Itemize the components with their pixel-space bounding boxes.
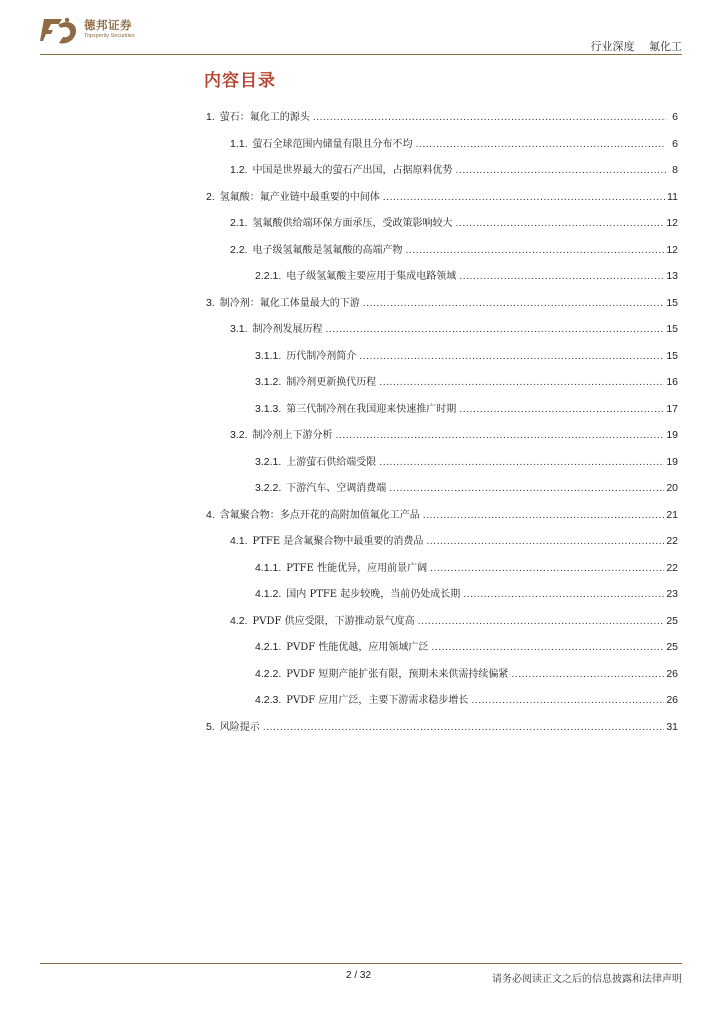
toc-dot-leader <box>471 694 664 706</box>
toc-entry-page: 19 <box>666 455 678 468</box>
toc-entry-page: 15 <box>666 296 678 309</box>
toc-entry-number: 2.2. <box>230 243 248 256</box>
toc-entry[interactable] <box>255 479 678 495</box>
toc-entry-title: PTFE 性能优异，应用前景广阔 <box>286 562 428 574</box>
toc-entry-page: 8 <box>672 164 678 176</box>
toc-dot-leader <box>456 164 666 176</box>
toc-entry-number: 4.2.1. <box>255 641 282 653</box>
report-type: 行业深度 <box>590 40 635 53</box>
toc-entry-title: 第三代制冷剂在我国迎来快速推广时期 <box>286 403 457 415</box>
toc-entry[interactable] <box>206 188 678 204</box>
toc-entry-page: 20 <box>666 482 678 494</box>
toc-entry-number: 1.2. <box>230 164 248 176</box>
toc-entry-title: 制冷剂发展历程 <box>252 324 323 335</box>
toc-entry-number: 3.2.2. <box>255 482 282 494</box>
toc-entry-page: 31 <box>666 720 678 733</box>
toc-entry-page: 25 <box>666 641 678 653</box>
brand-mark-icon <box>40 15 80 47</box>
toc-entry[interactable] <box>255 638 678 654</box>
toc-entry-title: PVDF 短期产能扩张有限，预期未来供需持续偏紧 <box>286 668 509 680</box>
toc-entry-number: 1. <box>206 111 215 123</box>
toc-entry-number: 3.2.1. <box>255 455 282 468</box>
toc-entry-title: 电子级氢氟酸主要应用于集成电路领域 <box>286 271 457 282</box>
toc-entry-number: 3.2. <box>230 429 248 441</box>
toc-dot-leader <box>423 509 665 521</box>
page-number: 2 / 32 <box>346 970 372 981</box>
footer-divider <box>40 963 682 964</box>
toc-entry-number: 3.1.1. <box>255 349 282 362</box>
toc-entry[interactable] <box>230 214 678 230</box>
toc-entry-title: 风险提示 <box>219 721 260 733</box>
toc-dot-leader <box>379 376 664 388</box>
toc-dot-leader <box>363 297 665 309</box>
toc-entry[interactable] <box>255 267 678 283</box>
toc-entry-title: 电子级氢氟酸是氢氟酸的高端产物 <box>252 244 403 256</box>
toc-entry[interactable] <box>255 347 678 363</box>
toc-entry-title: 下游汽车、空调消费端 <box>286 483 387 494</box>
toc-entry-title: 中国是世界最大的萤石产出国，占据原料优势 <box>252 165 453 176</box>
toc-dot-leader <box>431 641 664 653</box>
toc-entry-title: 制冷剂上下游分析 <box>252 430 333 441</box>
toc-entry-page: 15 <box>666 349 678 362</box>
toc-entry-title: 国内 PTFE 起步较晚，当前仍处成长期 <box>286 589 461 600</box>
toc-entry-title: 制冷剂：氟化工体量最大的下游 <box>219 297 360 309</box>
toc-entry-number: 4.1. <box>230 535 248 547</box>
toc-entry-page: 15 <box>666 323 678 335</box>
toc-entry-title: PTFE 是含氟聚合物中最重要的消费品 <box>252 536 424 547</box>
toc-entry-number: 4.1.2. <box>255 588 282 600</box>
header-report-info <box>591 38 683 54</box>
toc-dot-leader <box>511 668 664 680</box>
toc-entry-number: 5. <box>206 720 215 733</box>
toc-entry-number: 3.1.3. <box>255 402 282 415</box>
toc-entry-page: 22 <box>666 535 678 547</box>
toc-entry-number: 3. <box>206 296 215 309</box>
toc-entry-title: 历代制冷剂简介 <box>286 350 357 362</box>
toc-entry[interactable] <box>230 241 678 257</box>
toc-entry[interactable] <box>255 585 678 601</box>
toc-dot-leader <box>459 403 664 415</box>
toc-entry-number: 2.1. <box>230 217 248 229</box>
toc-dot-leader <box>383 191 665 203</box>
toc-entry-page: 13 <box>666 270 678 282</box>
toc-entry-page: 6 <box>672 137 678 150</box>
toc-entry[interactable] <box>230 426 678 442</box>
toc-entry-page: 22 <box>666 561 678 574</box>
toc-entry[interactable] <box>255 665 678 681</box>
brand-name-en: Topsperity Securities <box>84 33 135 39</box>
toc-dot-leader <box>406 244 665 256</box>
toc-dot-leader <box>459 270 664 282</box>
toc-entry[interactable] <box>230 612 678 628</box>
toc-entry-page: 26 <box>666 667 678 680</box>
industry-name: 氟化工 <box>649 40 682 53</box>
toc-entry-number: 4.1.1. <box>255 561 282 574</box>
toc-dot-leader <box>326 323 665 335</box>
header-divider <box>40 54 682 55</box>
toc-title: 内容目录 <box>204 71 276 91</box>
toc-dot-leader <box>456 217 665 229</box>
toc-entry-page: 12 <box>666 243 678 256</box>
toc-entry-page: 11 <box>667 190 678 203</box>
toc-entry-title: PVDF 性能优越，应用领域广泛 <box>286 642 429 653</box>
toc-entry-number: 2. <box>206 190 215 203</box>
toc-dot-leader <box>418 615 665 627</box>
toc-entry-page: 16 <box>666 376 678 388</box>
toc-entry-page: 19 <box>666 429 678 441</box>
toc-entry-number: 4.2.2. <box>255 667 282 680</box>
toc-dot-leader <box>416 138 666 150</box>
brand-name-cn: 德邦证券 <box>84 18 132 32</box>
toc-dot-leader <box>379 456 664 468</box>
toc-entry[interactable] <box>255 691 678 707</box>
toc-dot-leader <box>313 111 666 123</box>
toc-dot-leader <box>430 562 664 574</box>
toc-entry-title: 氢氟酸供给端环保方面承压，受政策影响较大 <box>252 218 453 229</box>
toc-entry[interactable] <box>230 320 678 336</box>
toc-dot-leader <box>359 350 664 362</box>
toc-entry-title: 含氟聚合物：多点开花的高附加值氟化工产品 <box>219 509 420 521</box>
toc-entry-number: 2.2.1. <box>255 270 282 282</box>
toc-entry[interactable] <box>255 373 678 389</box>
brand-logo <box>40 15 135 47</box>
toc-entry-page: 21 <box>666 508 678 521</box>
disclaimer-text: 请务必阅读正文之后的信息披露和法律声明 <box>492 974 682 985</box>
toc-entry-title: 氢氟酸：氟产业链中最重要的中间体 <box>219 191 380 203</box>
toc-dot-leader <box>463 588 664 600</box>
toc-entry-page: 23 <box>666 588 678 600</box>
toc-entry[interactable] <box>230 532 678 548</box>
toc-entry-title: PVDF 供应受限，下游推动景气度高 <box>252 615 415 627</box>
toc-entry[interactable] <box>230 135 678 151</box>
toc-entry-page: 12 <box>666 217 678 229</box>
toc-entry[interactable] <box>255 559 678 575</box>
toc-entry-title: PVDF 应用广泛，主要下游需求稳步增长 <box>286 695 469 706</box>
toc-entry-page: 25 <box>666 614 678 627</box>
toc-entry-title: 制冷剂更新换代历程 <box>286 377 377 388</box>
toc-entry-page: 6 <box>672 111 678 123</box>
toc-entry-page: 17 <box>666 402 678 415</box>
toc-entry-title: 上游萤石供给端受限 <box>286 456 377 468</box>
toc-entry-title: 萤石：氟化工的源头 <box>219 112 310 123</box>
toc-entry[interactable] <box>206 718 678 734</box>
toc-entry-number: 3.1. <box>230 323 248 335</box>
toc-entry-number: 4. <box>206 508 215 521</box>
toc-entry[interactable] <box>206 108 678 124</box>
page-header <box>0 0 724 60</box>
toc-entry[interactable] <box>255 400 678 416</box>
toc-entry[interactable] <box>255 453 678 469</box>
toc-dot-leader <box>336 429 665 441</box>
toc-dot-leader <box>389 482 664 494</box>
toc-entry-number: 1.1. <box>230 137 248 150</box>
toc-dot-leader <box>426 535 664 547</box>
toc-entry-title: 萤石全球范围内储量有限且分布不均 <box>252 138 413 150</box>
toc-entry[interactable] <box>230 161 678 177</box>
toc-entry-number: 4.2.3. <box>255 694 282 706</box>
toc-entry-page: 26 <box>666 694 678 706</box>
toc-entry-number: 3.1.2. <box>255 376 282 388</box>
toc-dot-leader <box>263 721 665 733</box>
toc-entry-number: 4.2. <box>230 614 248 627</box>
toc-entry[interactable] <box>206 294 678 310</box>
toc-entry[interactable] <box>206 506 678 522</box>
